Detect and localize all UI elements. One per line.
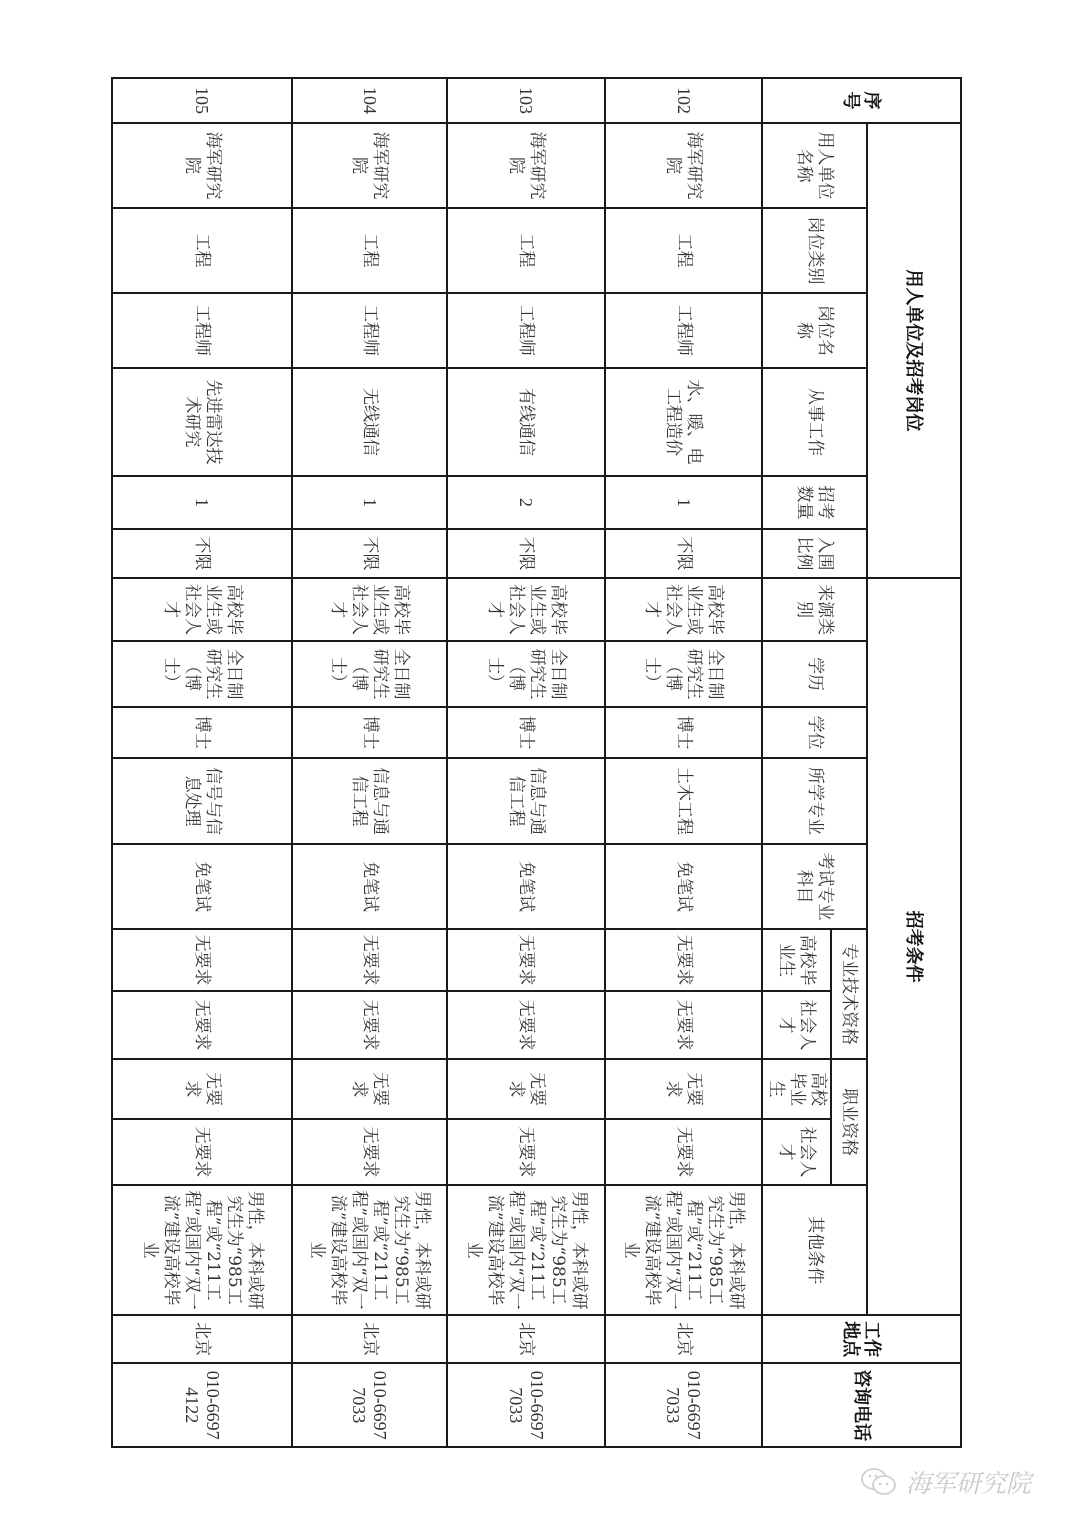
cell-vq-college-grad: 无要求 (447, 1059, 605, 1119)
table-row (447, 78, 605, 1447)
cell-post-category: 工程 (447, 208, 605, 293)
cell-contact-phone: 010-66974122 (112, 1363, 292, 1447)
cell-work-content: 先进雷达技术研究 (112, 368, 292, 476)
cell-seq: 102 (605, 78, 762, 123)
cell-source-type: 高校毕业生或社会人才 (447, 578, 605, 641)
header-vq-college-grad: 高校毕业生 (762, 1059, 831, 1119)
cell-work-location: 北京 (605, 1315, 762, 1363)
cell-exam-subject: 免笔试 (292, 844, 447, 929)
cell-exam-subject: 免笔试 (447, 844, 605, 929)
cell-recruit-count: 1 (605, 476, 762, 529)
cell-vq-social-talent: 无要求 (112, 1119, 292, 1185)
cell-exam-subject: 免笔试 (112, 844, 292, 929)
cell-degree: 博士 (292, 707, 447, 758)
cell-ptq-college-grad: 无要求 (292, 929, 447, 991)
cell-source-type: 高校毕业生或社会人才 (112, 578, 292, 641)
cell-unit-name: 海军研究院 (292, 123, 447, 208)
cell-ptq-social-talent: 无要求 (447, 991, 605, 1059)
cell-ptq-social-talent: 无要求 (605, 991, 762, 1059)
cell-work-location: 北京 (447, 1315, 605, 1363)
cell-recruit-count: 2 (447, 476, 605, 529)
cell-other-conditions: 男性，本科或研究生为“985工程”或“211工程”或国内“双一流”建设高校毕业 (292, 1185, 447, 1315)
cell-education: 全日制研究生（博士） (605, 641, 762, 707)
cell-ptq-social-talent: 无要求 (292, 991, 447, 1059)
header-other-conditions: 其他条件 (762, 1185, 867, 1315)
cell-post-name: 工程师 (112, 293, 292, 368)
cell-education: 全日制研究生（博士） (112, 641, 292, 707)
watermark (860, 1462, 1031, 1502)
cell-major: 信息与通信工程 (447, 758, 605, 844)
table-row (605, 78, 762, 1447)
cell-post-category: 工程 (112, 208, 292, 293)
cell-seq: 104 (292, 78, 447, 123)
header-education: 学历 (762, 641, 867, 707)
cell-unit-name: 海军研究院 (112, 123, 292, 208)
cell-post-category: 工程 (605, 208, 762, 293)
cell-vq-college-grad: 无要求 (292, 1059, 447, 1119)
header-group-conditions: 招考条件 (867, 578, 961, 1315)
cell-other-conditions: 男性，本科或研究生为“985工程”或“211工程”或国内“双一流”建设高校毕业 (112, 1185, 292, 1315)
header-prof-tech-qualification: 专业技术资格 (831, 929, 867, 1059)
cell-unit-name: 海军研究院 (605, 123, 762, 208)
header-degree: 学位 (762, 707, 867, 758)
cell-post-name: 工程师 (292, 293, 447, 368)
cell-degree: 博士 (112, 707, 292, 758)
cell-contact-phone: 010-66977033 (447, 1363, 605, 1447)
cell-vq-college-grad: 无要求 (605, 1059, 762, 1119)
cell-work-location: 北京 (112, 1315, 292, 1363)
cell-work-content: 有线通信 (447, 368, 605, 476)
cell-ptq-social-talent: 无要求 (112, 991, 292, 1059)
header-row-subgroups (831, 78, 867, 1447)
cell-recruit-count: 1 (292, 476, 447, 529)
cell-major: 土木工程 (605, 758, 762, 844)
cell-work-content: 无线通信 (292, 368, 447, 476)
cell-degree: 博士 (447, 707, 605, 758)
header-row-groups (867, 78, 961, 1447)
cell-vq-social-talent: 无要求 (605, 1119, 762, 1185)
cell-interview-ratio: 不限 (447, 529, 605, 578)
cell-unit-name: 海军研究院 (447, 123, 605, 208)
header-source-type: 来源类别 (762, 578, 867, 641)
cell-post-name: 工程师 (447, 293, 605, 368)
table-row (292, 78, 447, 1447)
cell-vq-social-talent: 无要求 (292, 1119, 447, 1185)
cell-source-type: 高校毕业生或社会人才 (605, 578, 762, 641)
header-unit-name: 用人单位名称 (762, 123, 867, 208)
cell-ptq-college-grad: 无要求 (447, 929, 605, 991)
cell-interview-ratio: 不限 (605, 529, 762, 578)
watermark-text: 海军研究院 (906, 1469, 1032, 1498)
header-exam-subject: 考试专业科目 (762, 844, 867, 929)
cell-major: 信号与信息处理 (112, 758, 292, 844)
header-vocational-qualification: 职业资格 (831, 1059, 867, 1185)
cell-seq: 103 (447, 78, 605, 123)
cell-education: 全日制研究生（博士） (447, 641, 605, 707)
cell-other-conditions: 男性，本科或研究生为“985工程”或“211工程”或国内“双一流”建设高校毕业 (605, 1185, 762, 1315)
cell-degree: 博士 (605, 707, 762, 758)
cell-recruit-count: 1 (112, 476, 292, 529)
cell-exam-subject: 免笔试 (605, 844, 762, 929)
cell-vq-social-talent: 无要求 (447, 1119, 605, 1185)
cell-interview-ratio: 不限 (112, 529, 292, 578)
header-major: 所学专业 (762, 758, 867, 844)
rotated-recruitment-table (125, 77, 962, 1446)
cell-contact-phone: 010-66977033 (292, 1363, 447, 1447)
header-vq-social-talent: 社会人才 (762, 1119, 831, 1185)
cell-ptq-college-grad: 无要求 (112, 929, 292, 991)
table-row (112, 78, 292, 1447)
header-contact-phone: 咨询电话 (762, 1363, 961, 1447)
cell-seq: 105 (112, 78, 292, 123)
header-ptq-social-talent: 社会人才 (762, 991, 831, 1059)
cell-work-content: 水、暖、电工程造价 (605, 368, 762, 476)
cell-contact-phone: 010-66977033 (605, 1363, 762, 1447)
header-work-location: 工作地点 (762, 1315, 961, 1363)
cell-education: 全日制研究生（博士） (292, 641, 447, 707)
cell-post-name: 工程师 (605, 293, 762, 368)
header-ptq-college-grad: 高校毕业生 (762, 929, 831, 991)
cell-major: 信息与通信工程 (292, 758, 447, 844)
header-seq: 序号 (762, 78, 961, 123)
recruitment-table (111, 77, 962, 1448)
cell-ptq-college-grad: 无要求 (605, 929, 762, 991)
header-interview-ratio: 入围比例 (762, 529, 867, 578)
header-work-content: 从事工作 (762, 368, 867, 476)
header-post-category: 岗位类别 (762, 208, 867, 293)
header-recruit-count: 招考数量 (762, 476, 867, 529)
header-post-name: 岗位名称 (762, 293, 867, 368)
cell-source-type: 高校毕业生或社会人才 (292, 578, 447, 641)
cell-vq-college-grad: 无要求 (112, 1059, 292, 1119)
cell-post-category: 工程 (292, 208, 447, 293)
header-group-unit-and-post: 用人单位及招考岗位 (867, 123, 961, 578)
cell-work-location: 北京 (292, 1315, 447, 1363)
wechat-icon (860, 1467, 898, 1497)
cell-interview-ratio: 不限 (292, 529, 447, 578)
cell-other-conditions: 男性，本科或研究生为“985工程”或“211工程”或国内“双一流”建设高校毕业 (447, 1185, 605, 1315)
